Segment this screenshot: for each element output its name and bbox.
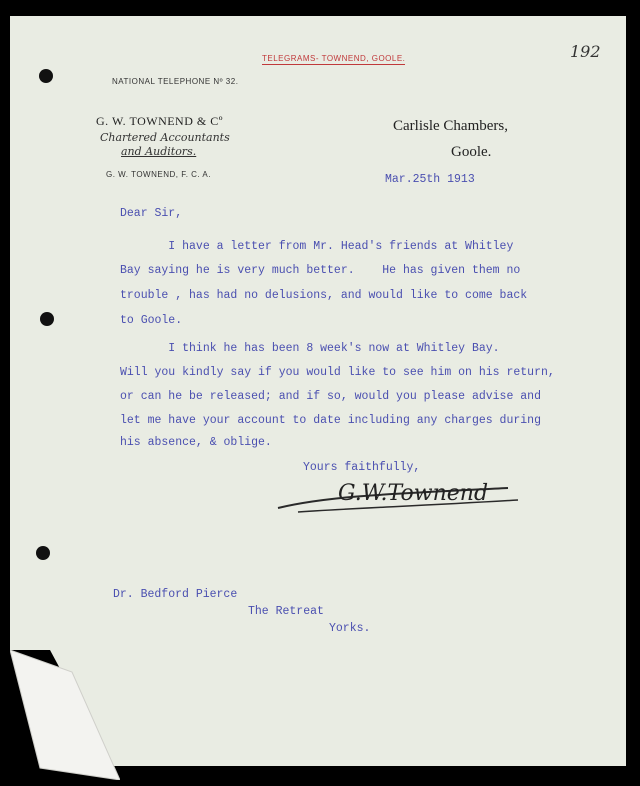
principal-line: G. W. TOWNEND, F. C. A. [106, 170, 211, 179]
body-line: Bay saying he is very much better. He has given them no [120, 264, 521, 277]
svg-text:G.W.Townend: G.W.Townend [338, 481, 489, 506]
body-line: Will you kindly say if you would like to see him on his return, [120, 366, 555, 379]
telegrams-line: TELEGRAMS- TOWNEND, GOOLE. [262, 54, 406, 63]
recipient-county: Yorks. [329, 622, 371, 635]
archive-number: 192 [570, 42, 601, 61]
recipient-name: Dr. Bedford Pierce [113, 588, 238, 601]
body-line: I think he has been 8 week's now at Whitley Bay. [120, 342, 500, 355]
firm-name: G. W. TOWNEND & Cº [96, 114, 223, 128]
salutation: Dear Sir, [120, 207, 183, 220]
body-line: trouble , has had no delusions, and would like to come back [120, 289, 528, 302]
punch-hole-bottom [36, 546, 50, 560]
folded-corner [10, 650, 120, 780]
recipient-institution: The Retreat [248, 605, 324, 618]
letter-date: Mar.25th 1913 [385, 173, 475, 186]
telephone-line: NATIONAL TELEPHONE Nº 32. [112, 77, 239, 86]
address-line-2: Goole. [451, 144, 492, 160]
profession-line-1: Chartered Accountants [100, 131, 230, 144]
body-line: his absence, & oblige. [120, 436, 272, 449]
punch-hole-top [39, 69, 53, 83]
punch-hole-middle [40, 312, 54, 326]
body-line: to Goole. [120, 314, 183, 327]
address-line-1: Carlisle Chambers, [393, 118, 508, 134]
handwritten-signature [268, 478, 528, 518]
body-line: or can he be released; and if so, would you please advise and [120, 390, 541, 403]
closing: Yours faithfully, [303, 461, 421, 474]
body-line: let me have your account to date including any charges during [120, 414, 541, 427]
profession-line-2: and Auditors. [121, 145, 197, 158]
body-line: I have a letter from Mr. Head's friends at Whitley [120, 240, 514, 253]
